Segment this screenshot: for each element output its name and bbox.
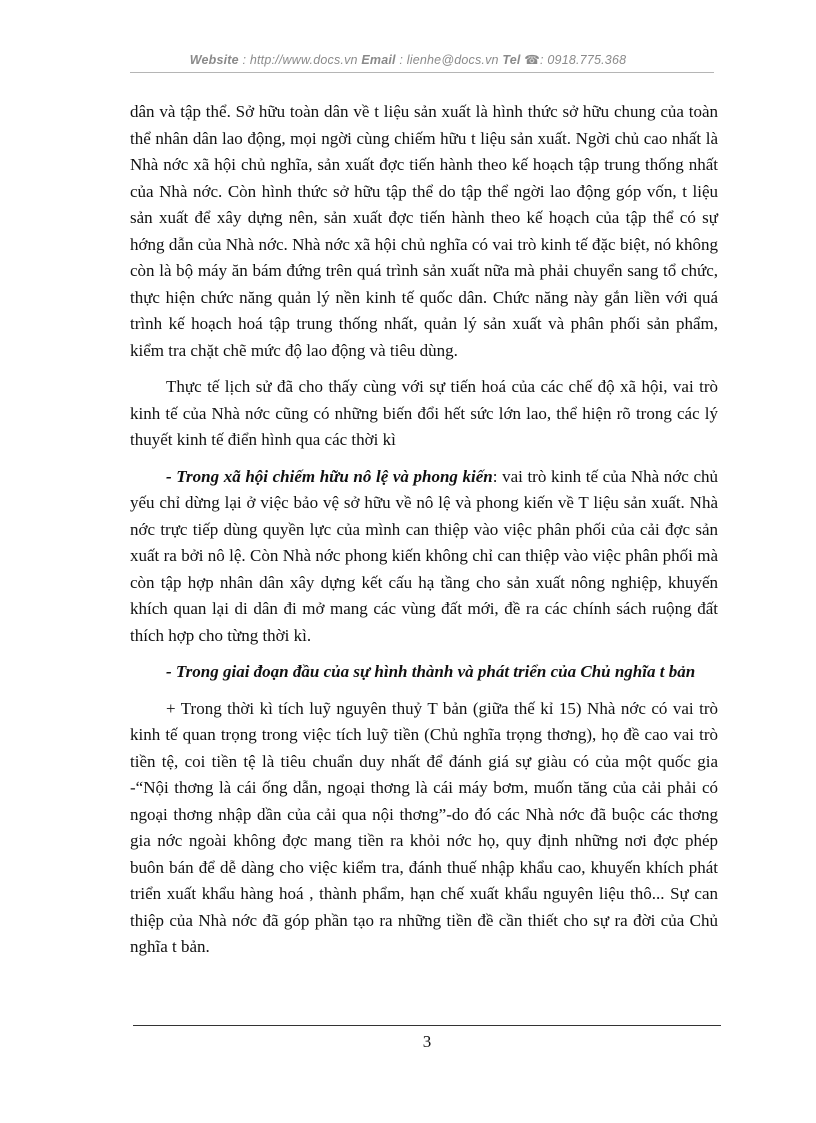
document-body (130, 99, 718, 961)
page-number: 3 (422, 1032, 432, 1051)
page-header (0, 52, 816, 67)
section-heading-slavery-feudal: - Trong xã hội chiếm hữu nô lệ và phong kiến (166, 466, 493, 486)
section-heading-early-capitalism: - Trong giai đoạn đầu của sự hình thành và phát triển của Chủ nghĩa t bản (166, 662, 696, 681)
paragraph-history: Thực tế lịch sử đã cho thấy cùng với sự tiến hoá của các chế độ xã hội, vai trò kinh tế của Nhà nớc cũng có những biến đổi hết sức lớn lao, thể hiện rõ trong các lý thuyết kinh tế điển hình qua các thời kì (130, 377, 718, 449)
paragraph-slavery-feudal (130, 464, 718, 650)
website-url: : http://www.docs.vn (242, 53, 358, 67)
paragraph-primitive-accumulation: + Trong thời kì tích luỹ nguyên thuỷ T bản (giữa thế kỉ 15) Nhà nớc có vai trò kinh tế quan trọng trong việc tích luỹ tiền (Chủ nghĩa trọng thơng), họ đề cao vai trò tiền tệ, coi tiền tệ là tiêu chuẩn duy nhất để đánh giá sự giàu có của một quốc gia -“Nội thơng là cái ống dẫn, ngoại thơng là cái máy bơm, muốn tăng của cải phải có ngoại thơng nhập dần của cải qua nội thơng”-do đó các Nhà nớc đã buộc các thơng gia nớc ngoài không đợc mang tiền ra khỏi nớc họ, quy định những nơi đợc phép buôn bán để dễ dàng cho việc kiểm tra, đánh thuế nhập khẩu cao, khuyến khích phát triển xuất khẩu hàng hoá , thành phẩm, hạn chế xuất khẩu nguyên liệu thô... Sự can thiệp của Nhà nớc đã góp phần tạo ra những tiền đề cần thiết cho sự ra đời của Chủ nghĩa t bản. (130, 698, 718, 956)
paragraph-ownership: dân và tập thể. Sở hữu toàn dân về t liệu sản xuất là hình thức sở hữu chung của toàn thể nhân dân lao động, mọi ngời cùng chiếm hữu t liệu sản xuất. Ngời chủ cao nhất là Nhà nớc xã hội chủ nghĩa, sản xuất đợc tiến hành theo kế hoạch tập trung thống nhất của Nhà nớc. Còn hình thức sở hữu tập thể do tập thể ngời lao động góp vốn, t liệu sản xuất để xây dựng nên, sản xuất đợc tiến hành theo kế hoạch của tập thể có sự hớng dẫn của Nhà nớc. Nhà nớc xã hội chủ nghĩa có vai trò kinh tế đặc biệt, nó không còn là bộ máy ăn bám đứng trên quá trình sản xuất nữa mà phải chuyển sang tổ chức, thực hiện chức năng quản lý nền kinh tế quốc dân. Chức năng này gắn liền với quá trình kế hoạch hoá tập trung thống nhất, quản lý sản xuất và phân phối sản phẩm, kiểm tra chặt chẽ mức độ lao động và tiêu dùng. (130, 102, 718, 360)
email-label: Email (361, 53, 396, 67)
section-text-slavery-feudal: : vai trò kinh tế của Nhà nớc chủ yếu chỉ dừng lại ở việc bảo vệ sở hữu về nô lệ và phong kiến về T liệu sản xuất. Nhà nớc trực tiếp dùng quyền lực của mình can thiệp vào việc phân phối của cải đợc sản xuất ra bởi nô lệ. Còn Nhà nớc phong kiến không chỉ can thiệp vào việc phân phối mà còn tập hợp nhân dân xây dựng kết cấu hạ tầng cho sản xuất nông nghiệp, khuyến khích quan lại di dân đi mở mang các vùng đất mới, đề ra các chính sách ruộng đất thích hợp cho từng thời kì. (130, 466, 718, 645)
email-address: : lienhe@docs.vn (399, 53, 499, 67)
tel-label: Tel (502, 53, 521, 67)
tel-number: ☎: 0918.775.368 (524, 53, 627, 67)
header-divider (130, 72, 714, 73)
footer-divider (133, 1025, 721, 1026)
website-label: Website (189, 53, 239, 67)
